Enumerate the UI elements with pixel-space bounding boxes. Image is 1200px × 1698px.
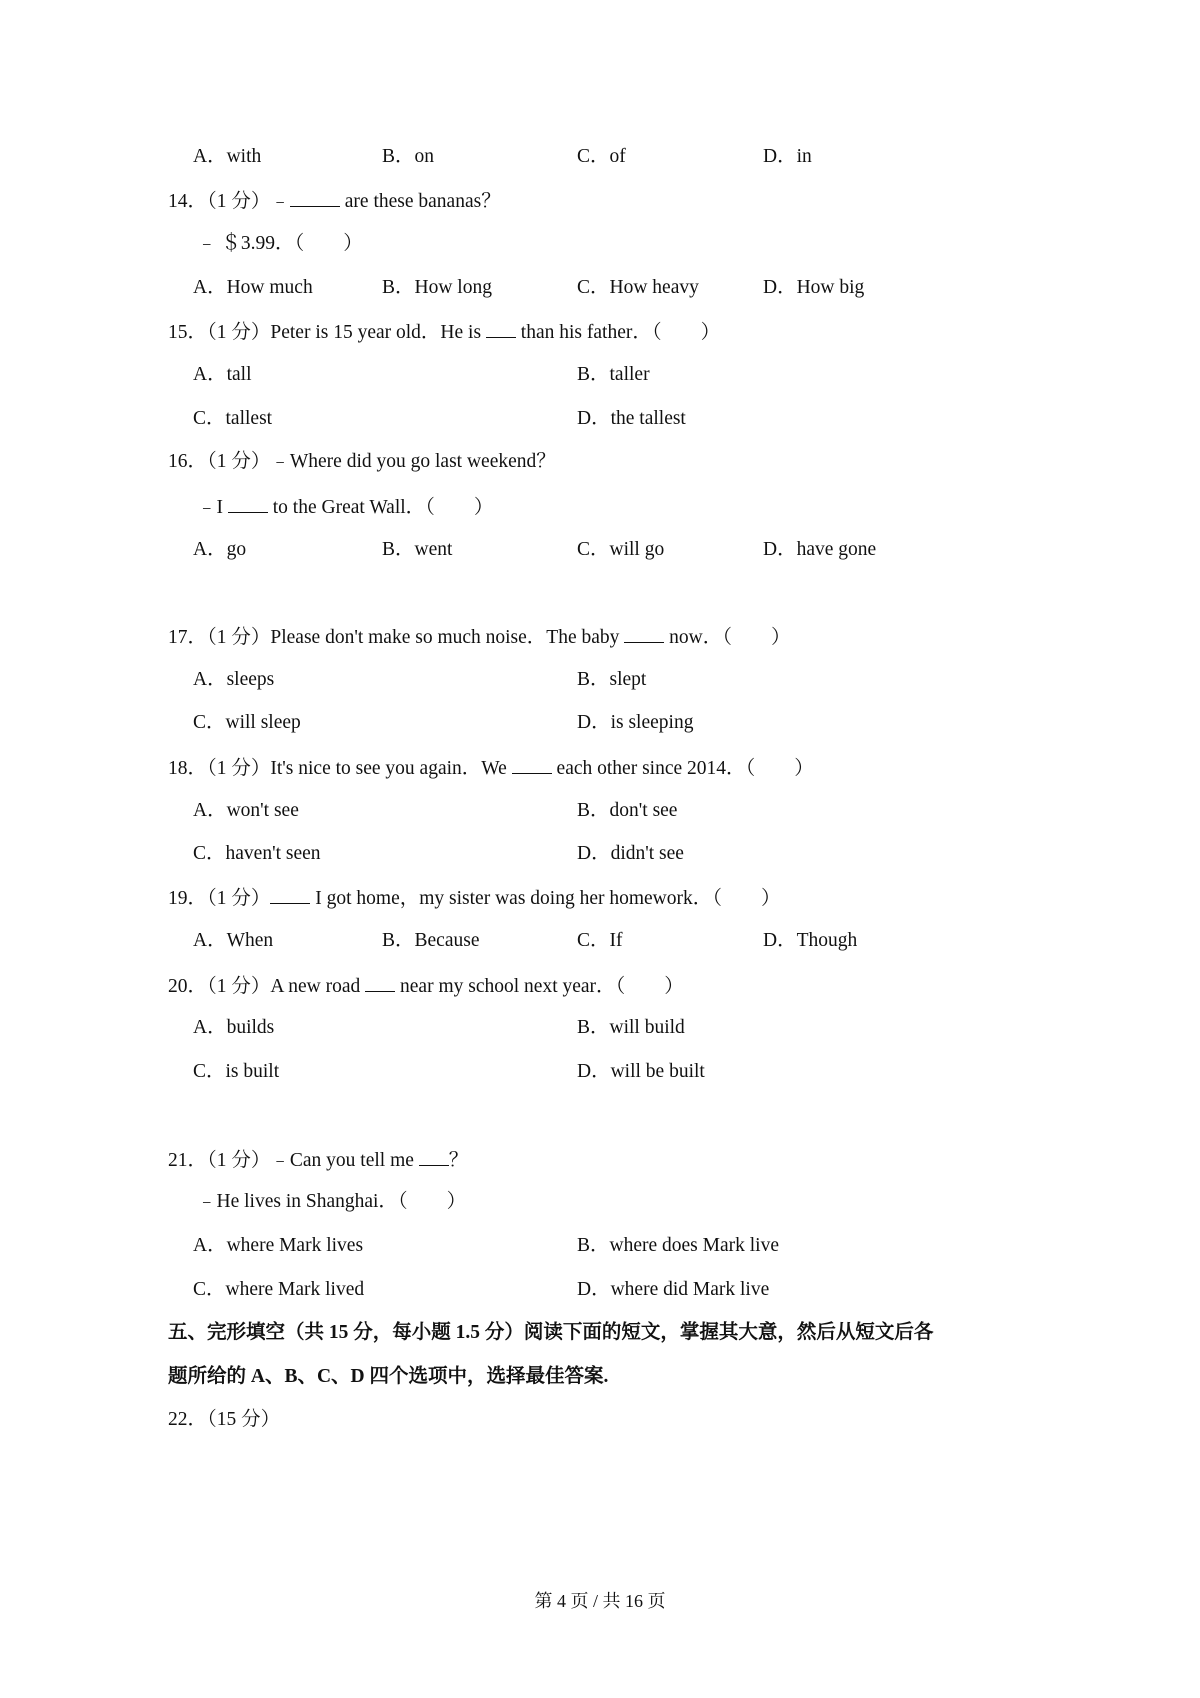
q20-option-b: B．will build xyxy=(577,1017,685,1038)
q21-stem: 21．（1 分）﹣Can you tell me ？ xyxy=(168,1150,469,1171)
q18-option-b: B．don't see xyxy=(577,800,678,821)
q17-option-c: C．will sleep xyxy=(193,712,301,733)
q19-option-d: D．Though xyxy=(763,930,858,951)
q14-option-a: A．How much xyxy=(193,277,313,298)
q15-blank xyxy=(486,321,516,338)
q20-option-c: C．is built xyxy=(193,1061,280,1082)
q19-option-b: B．Because xyxy=(382,930,480,951)
q20-stem: 20．（1 分）A new road near my school next year．（ ） xyxy=(168,976,684,997)
q13-option-b: B．on xyxy=(382,146,435,167)
q14-answer-line: ﹣ ＄3.99．（ ） xyxy=(197,233,363,254)
q21-answer-line: ﹣He lives in Shanghai．（ ） xyxy=(197,1191,467,1212)
q20-blank xyxy=(365,975,395,992)
q14-stem: 14．（1 分）﹣ are these bananas？ xyxy=(168,191,501,212)
q13-option-c: C．of xyxy=(577,146,626,167)
q20-option-a: A．builds xyxy=(193,1017,275,1038)
q18-blank xyxy=(512,757,552,774)
page-footer: 第 4 页 / 共 16 页 xyxy=(534,1591,666,1611)
q15-option-d: D．the tallest xyxy=(577,408,686,429)
q15-stem: 15．（1 分）Peter is 15 year old．He is than his father．（ ） xyxy=(168,322,721,343)
q17-option-b: B．slept xyxy=(577,669,647,690)
q15-option-b: B．taller xyxy=(577,364,650,385)
section-heading-line2: 题所给的 A、B、C、D 四个选项中，选择最佳答案. xyxy=(168,1366,609,1387)
q17-blank xyxy=(624,626,664,643)
q17-stem: 17．（1 分）Please don't make so much noise．The baby now．（ ） xyxy=(168,627,791,648)
q18-option-a: A．won't see xyxy=(193,800,299,821)
q20-option-d: D．will be built xyxy=(577,1061,705,1082)
q16-stem: 16．（1 分）﹣Where did you go last weekend？ xyxy=(168,451,556,472)
q17-option-a: A．sleeps xyxy=(193,669,275,690)
q19-option-c: C．If xyxy=(577,930,623,951)
q14-option-c: C．How heavy xyxy=(577,277,699,298)
q16-option-c: C．will go xyxy=(577,539,665,560)
section-heading-line1: 五、完形填空（共 15 分，每小题 1.5 分）阅读下面的短文，掌握其大意，然后从短文后各 xyxy=(168,1322,934,1343)
q16-blank xyxy=(228,496,268,513)
q13-option-d: D．in xyxy=(763,146,812,167)
q14-blank xyxy=(290,190,340,207)
q19-stem: 19．（1 分） I got home，my sister was doing her homework．（ ） xyxy=(168,888,781,909)
q16-answer-line: ﹣I to the Great Wall．（ ） xyxy=(197,497,494,518)
q21-blank xyxy=(419,1149,449,1166)
q14-option-d: D．How big xyxy=(763,277,865,298)
q16-option-d: D．have gone xyxy=(763,539,877,560)
q18-option-c: C．haven't seen xyxy=(193,843,321,864)
q19-blank xyxy=(270,887,310,904)
q15-option-a: A．tall xyxy=(193,364,252,385)
q16-option-a: A．go xyxy=(193,539,247,560)
q15-option-c: C．tallest xyxy=(193,408,273,429)
q13-option-a: A．with xyxy=(193,146,262,167)
q18-option-d: D．didn't see xyxy=(577,843,684,864)
q22-stem: 22．（15 分） xyxy=(168,1409,281,1430)
q18-stem: 18．（1 分）It's nice to see you again．We each other since 2014．（ ） xyxy=(168,758,814,779)
q21-option-c: C．where Mark lived xyxy=(193,1279,365,1300)
q21-option-d: D．where did Mark live xyxy=(577,1279,770,1300)
q14-option-b: B．How long xyxy=(382,277,492,298)
q17-option-d: D．is sleeping xyxy=(577,712,694,733)
q19-option-a: A．When xyxy=(193,930,274,951)
q21-option-a: A．where Mark lives xyxy=(193,1235,364,1256)
q16-option-b: B．went xyxy=(382,539,453,560)
q21-option-b: B．where does Mark live xyxy=(577,1235,779,1256)
